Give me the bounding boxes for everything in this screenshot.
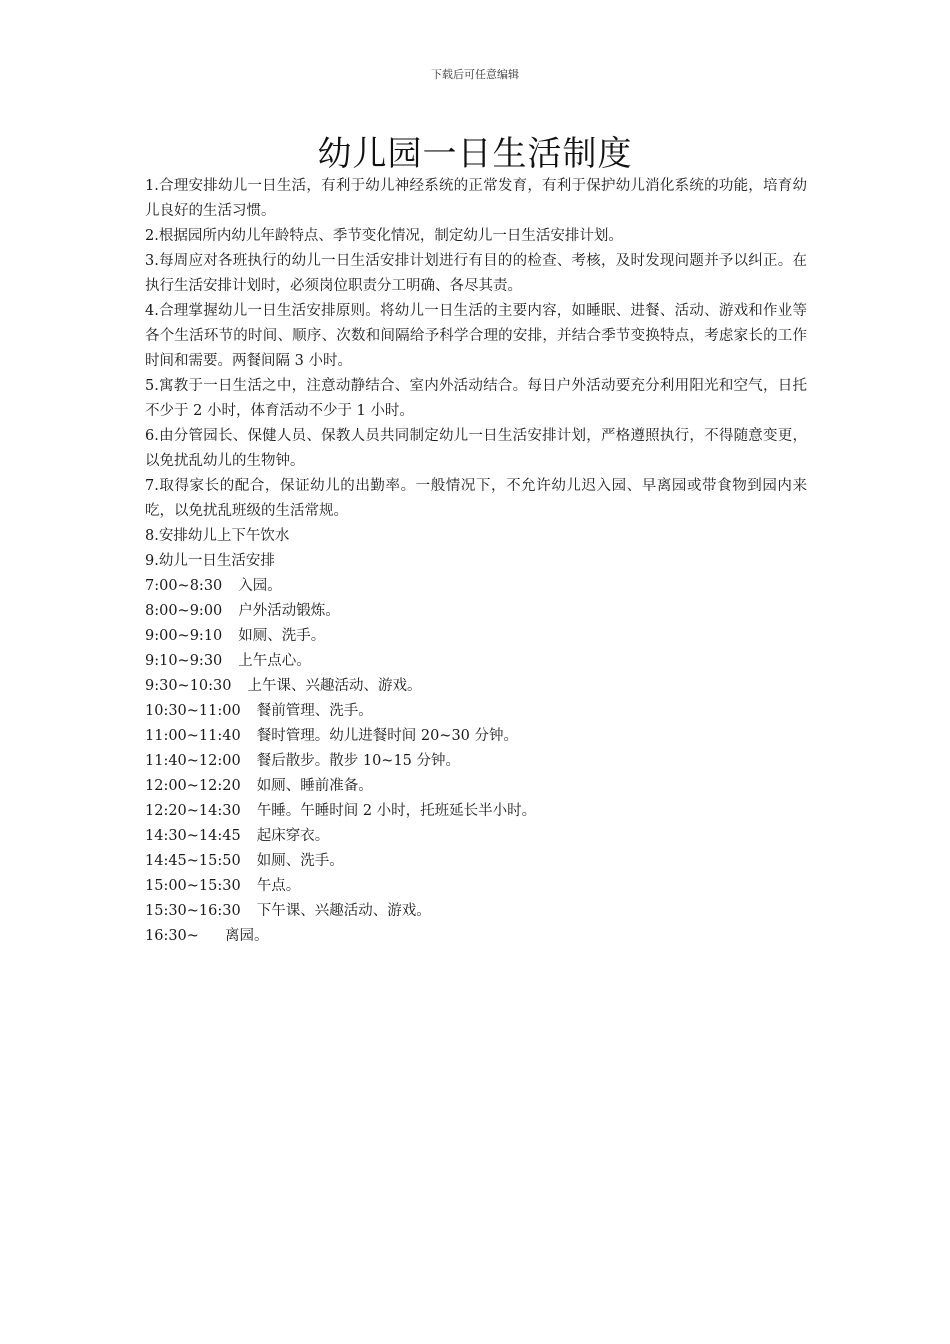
schedule-activity: 餐时管理。幼儿进餐时间 20~30 分钟。 (256, 728, 519, 744)
schedule-activity: 户外活动锻炼。 (238, 603, 340, 619)
schedule-item (145, 849, 807, 874)
schedule-item (145, 824, 807, 849)
page-header: 下载后可任意编辑 (431, 68, 519, 81)
schedule-item (145, 899, 807, 924)
paragraph-9: 9.幼儿一日生活安排 (145, 553, 275, 569)
schedule-item (145, 624, 807, 649)
paragraph-6: 6.由分管园长、保健人员、保教人员共同制定幼儿一日生活安排计划，严格遵照执行，不得随意变更，以免扰乱幼儿的生物钟。 (145, 428, 807, 469)
schedule-activity: 上午点心。 (238, 653, 311, 669)
schedule-activity: 如厕、洗手。 (238, 628, 326, 644)
schedule-item (145, 724, 807, 749)
schedule-item (145, 874, 807, 899)
schedule-time: 14:30~14:45 (145, 828, 241, 844)
paragraph-8: 8.安排幼儿上下午饮水 (145, 528, 290, 544)
schedule-activity: 餐前管理、洗手。 (256, 703, 373, 719)
schedule-activity: 上午课、兴趣活动、游戏。 (247, 678, 422, 694)
paragraph-7: 7.取得家长的配合，保证幼儿的出勤率。一般情况下，不允许幼儿迟入园、早离园或带食物到园内来吃，以免扰乱班级的生活常规。 (145, 478, 807, 519)
schedule-time: 14:45~15:50 (145, 853, 241, 869)
schedule-item (145, 699, 807, 724)
schedule-time: 15:00~15:30 (145, 878, 241, 894)
schedule-item (145, 649, 807, 674)
paragraph-3: 3.每周应对各班执行的幼儿一日生活安排计划进行有目的的检查、考核，及时发现问题并予以纠正。在执行生活安排计划时，必须岗位职责分工明确、各尽其责。 (145, 253, 807, 294)
schedule-item (145, 799, 807, 824)
schedule-time: 16:30~ (145, 928, 199, 944)
schedule-time: 12:20~14:30 (145, 803, 241, 819)
schedule-item (145, 749, 807, 774)
schedule-item (145, 574, 807, 599)
schedule-item (145, 924, 807, 949)
schedule-activity: 餐后散步。散步 10~15 分钟。 (256, 753, 461, 769)
paragraph-1: 1.合理安排幼儿一日生活，有利于幼儿神经系统的正常发育，有利于保护幼儿消化系统的功能，培育幼儿良好的生活习惯。 (145, 178, 807, 219)
schedule-activity: 如厕、睡前准备。 (256, 778, 373, 794)
schedule-item (145, 599, 807, 624)
schedule-time: 9:10~9:30 (145, 653, 223, 669)
schedule-time: 11:40~12:00 (145, 753, 241, 769)
paragraph-5: 5.寓教于一日生活之中，注意动静结合、室内外活动结合。每日户外活动要充分利用阳光和空气，日托不少于 2 小时，体育活动不少于 1 小时。 (145, 378, 807, 419)
schedule-time: 12:00~12:20 (145, 778, 241, 794)
schedule-time: 9:00~9:10 (145, 628, 223, 644)
schedule-time: 9:30~10:30 (145, 678, 232, 694)
schedule-time: 8:00~9:00 (145, 603, 223, 619)
schedule-activity: 下午课、兴趣活动、游戏。 (256, 903, 431, 919)
schedule-activity: 起床穿衣。 (256, 828, 330, 844)
schedule-activity: 午睡。午睡时间 2 小时，托班延长半小时。 (256, 803, 537, 819)
schedule-time: 11:00~11:40 (145, 728, 241, 744)
paragraph-4: 4.合理掌握幼儿一日生活安排原则。将幼儿一日生活的主要内容，如睡眠、进餐、活动、游戏和作业等各个生活环节的时间、顺序、次数和间隔给予科学合理的安排，并结合季节变换特点，考虑家长的工作时间和需要。两餐间隔 3 小时。 (145, 303, 807, 369)
schedule-activity: 午点。 (256, 878, 301, 894)
paragraph-2: 2.根据园所内幼儿年龄特点、季节变化情况，制定幼儿一日生活安排计划。 (145, 228, 623, 244)
schedule-item (145, 774, 807, 799)
schedule-activity: 入园。 (238, 578, 282, 594)
document-body (145, 174, 807, 949)
schedule-time: 7:00~8:30 (145, 578, 223, 594)
schedule-list (145, 574, 807, 949)
schedule-time: 15:30~16:30 (145, 903, 241, 919)
schedule-activity: 离园。 (225, 928, 269, 944)
schedule-activity: 如厕、洗手。 (256, 853, 344, 869)
schedule-item (145, 674, 807, 699)
schedule-time: 10:30~11:00 (145, 703, 241, 719)
document-title: 幼儿园一日生活制度 (317, 134, 633, 174)
